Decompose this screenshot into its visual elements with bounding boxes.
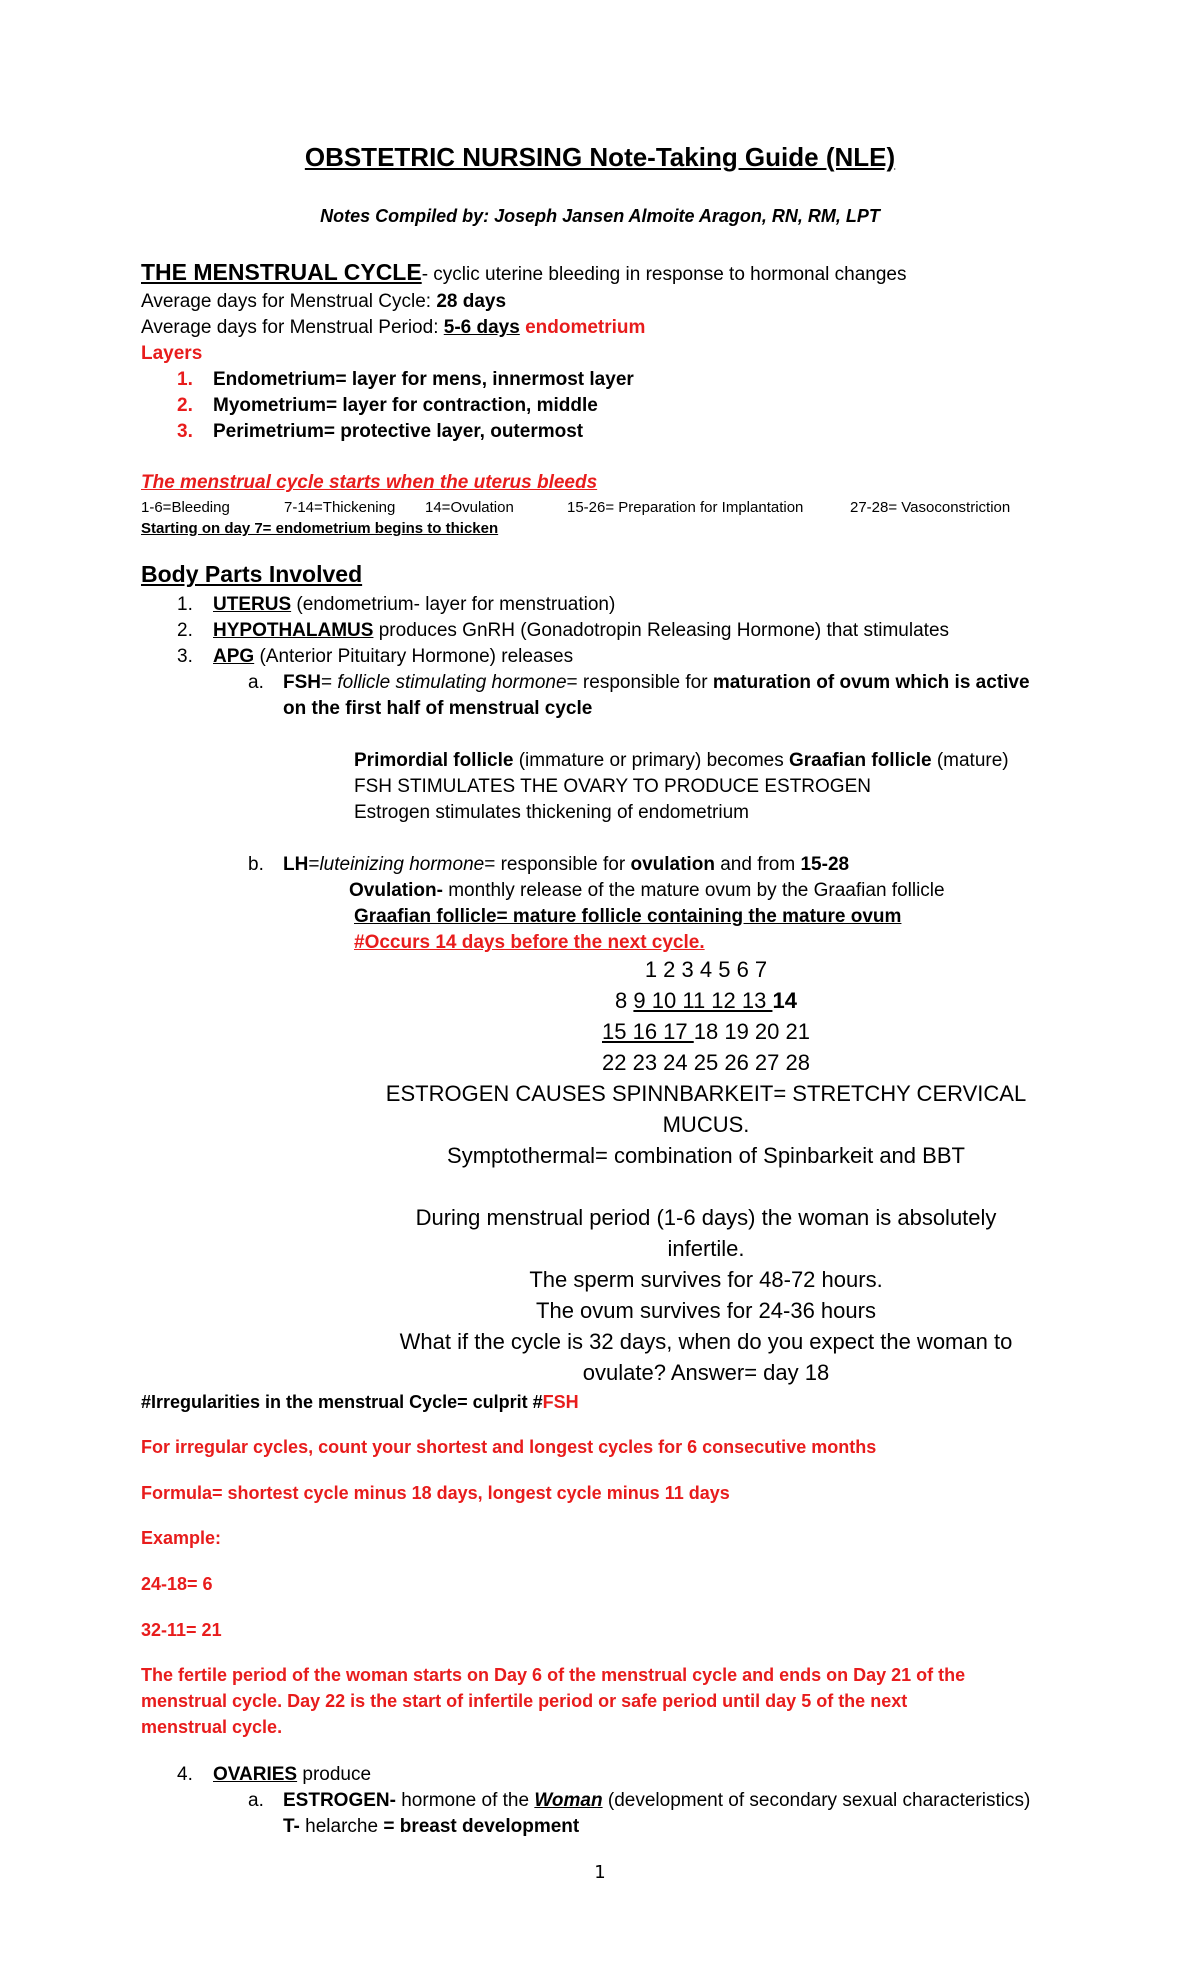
estrogen-woman: Woman bbox=[534, 1790, 603, 1811]
layer-text: Perimetrium= protective layer, outermost bbox=[213, 421, 584, 442]
lh-name: LH bbox=[283, 854, 309, 875]
body-part-item bbox=[177, 620, 949, 642]
ovaries-item bbox=[177, 1764, 371, 1786]
example-1: 24-18= 6 bbox=[141, 1574, 213, 1594]
page-title: OBSTETRIC NURSING Note-Taking Guide (NLE) bbox=[304, 142, 896, 172]
calendar-row-1: 1 2 3 4 5 6 7 bbox=[644, 957, 768, 982]
body-part-item bbox=[177, 646, 573, 668]
fsh-stimulates-line: FSH STIMULATES THE OVARY TO PRODUCE ESTROGEN bbox=[354, 776, 871, 797]
body-part-item bbox=[177, 594, 615, 616]
layer-item bbox=[177, 395, 598, 417]
item-rest: (endometrium- layer for menstruation) bbox=[291, 594, 616, 615]
item-name: UTERUS bbox=[213, 594, 292, 615]
calendar-row2-underlined: 9 10 11 12 13 bbox=[633, 988, 773, 1013]
ovum-survival-line: The ovum survives for 24-36 hours bbox=[536, 1298, 876, 1323]
compiled-by: Notes Compiled by: Joseph Jansen Almoite Aragon, RN, RM, LPT bbox=[320, 206, 880, 226]
ovulation-bold: Ovulation- bbox=[349, 880, 443, 901]
fsh-name: FSH bbox=[283, 672, 321, 693]
avg-cycle-line bbox=[141, 291, 506, 313]
avg-period-extra: endometrium bbox=[519, 317, 646, 338]
fsh-letter: a. bbox=[248, 672, 264, 693]
question-line-1: What if the cycle is 32 days, when do you expect the woman to bbox=[399, 1329, 1013, 1354]
period-infertile-line-1: During menstrual period (1-6 days) the woman is absolutely bbox=[415, 1205, 997, 1230]
item-num: 3. bbox=[177, 646, 193, 667]
layer-text: Endometrium= layer for mens, innermost layer bbox=[213, 369, 634, 390]
cycle-starts-note: The menstrual cycle starts when the uterus bleeds bbox=[141, 472, 598, 493]
fertile-period-line-1: The fertile period of the woman starts on Day 6 of the menstrual cycle and ends on Day 21 of the bbox=[141, 1665, 966, 1685]
body-parts-heading: Body Parts Involved bbox=[141, 561, 363, 587]
graafian-rest: (mature) bbox=[931, 750, 1009, 771]
calendar-row2-bold: 14 bbox=[772, 988, 797, 1013]
thelarche-mid: helarche bbox=[299, 1816, 384, 1837]
calendar-row3-underlined: 15 16 17 bbox=[602, 1019, 694, 1044]
phase-item: 27-28= Vasoconstriction bbox=[850, 499, 1011, 516]
item-rest: produces GnRH (Gonadotropin Releasing Hormone) that stimulates bbox=[373, 620, 950, 641]
sperm-survival-line: The sperm survives for 48-72 hours. bbox=[529, 1267, 883, 1292]
lh-ovulation-rest: and from bbox=[714, 854, 801, 875]
formula-line: Formula= shortest cycle minus 18 days, longest cycle minus 11 days bbox=[141, 1483, 730, 1503]
lh-letter: b. bbox=[248, 854, 264, 875]
fsh-mid: = responsible for bbox=[566, 672, 713, 693]
fsh-line bbox=[248, 672, 1030, 694]
item-rest: (Anterior Pituitary Hormone) releases bbox=[254, 646, 574, 667]
estrogen-thickening-line: Estrogen stimulates thickening of endometrium bbox=[354, 802, 749, 823]
layer-num: 1. bbox=[177, 369, 193, 390]
calendar-row-4: 22 23 24 25 26 27 28 bbox=[602, 1050, 810, 1075]
primordial-line bbox=[354, 750, 1009, 772]
ovaries-name: OVARIES bbox=[213, 1764, 298, 1785]
fsh-bold-line2: on the first half of menstrual cycle bbox=[283, 698, 593, 719]
phase-item: 14=Ovulation bbox=[425, 499, 514, 516]
avg-period-value: 5-6 days bbox=[443, 317, 520, 338]
estrogen-item bbox=[248, 1790, 1030, 1812]
day7-note: Starting on day 7= endometrium begins to thicken bbox=[141, 520, 499, 537]
fertile-period-line-3: menstrual cycle. bbox=[141, 1717, 283, 1737]
lh-italic: luteinizing hormone bbox=[319, 854, 485, 875]
irregular-count-line: For irregular cycles, count your shortest and longest cycles for 6 consecutive months bbox=[141, 1437, 877, 1457]
period-infertile-line-2: infertile. bbox=[667, 1236, 745, 1261]
page-number: 1 bbox=[594, 1862, 606, 1883]
layers-label: Layers bbox=[141, 343, 203, 364]
item-num: 1. bbox=[177, 594, 193, 615]
lh-range: 15-28 bbox=[800, 854, 850, 875]
menstrual-heading-desc: - cyclic uterine bleeding in response to hormonal changes bbox=[421, 264, 907, 285]
spinnbarkeit-line-2: MUCUS. bbox=[662, 1112, 750, 1137]
lh-mid: = responsible for bbox=[484, 854, 631, 875]
item-num: 2. bbox=[177, 620, 193, 641]
avg-period-label: Average days for Menstrual Period: bbox=[141, 317, 444, 338]
irregularities-culprit: FSH bbox=[542, 1392, 579, 1412]
phase-item: 15-26= Preparation for Implantation bbox=[567, 499, 804, 516]
layer-num: 3. bbox=[177, 421, 193, 442]
ovulation-line bbox=[349, 880, 945, 902]
estrogen-pre: hormone of the bbox=[395, 1790, 535, 1811]
graafian-bold: Graafian follicle bbox=[789, 750, 932, 771]
estrogen-post: (development of secondary sexual characteristics) bbox=[602, 1790, 1031, 1811]
phase-item: 1-6=Bleeding bbox=[141, 499, 230, 516]
fertile-period-line-2: menstrual cycle. Day 22 is the start of infertile period or safe period until day 5 of the next bbox=[141, 1691, 908, 1711]
thelarche-t: T- bbox=[283, 1816, 300, 1837]
occurs-note: #Occurs 14 days before the next cycle. bbox=[354, 932, 705, 953]
example-2: 32-11= 21 bbox=[141, 1620, 222, 1640]
thelarche-rest: = breast development bbox=[383, 1816, 580, 1837]
avg-cycle-value: 28 days bbox=[436, 291, 507, 312]
layer-text: Myometrium= layer for contraction, middle bbox=[213, 395, 598, 416]
spinnbarkeit-line-1: ESTROGEN CAUSES SPINNBARKEIT= STRETCHY CERVICAL bbox=[385, 1081, 1027, 1106]
calendar-row2-a: 8 bbox=[615, 988, 634, 1013]
menstrual-heading-line bbox=[141, 259, 906, 286]
irregularities-text: #Irregularities in the menstrual Cycle= culprit # bbox=[141, 1392, 543, 1412]
menstrual-heading: THE MENSTRUAL CYCLE bbox=[141, 259, 422, 285]
item-name: HYPOTHALAMUS bbox=[213, 620, 374, 641]
primordial-bold: Primordial follicle bbox=[354, 750, 514, 771]
lh-eq: = bbox=[308, 854, 320, 875]
primordial-rest: (immature or primary) becomes bbox=[513, 750, 789, 771]
fsh-eq: = bbox=[321, 672, 338, 693]
calendar-row3-rest: 18 19 20 21 bbox=[693, 1019, 810, 1044]
layer-item bbox=[177, 421, 583, 443]
estrogen-name: ESTROGEN- bbox=[283, 1790, 396, 1811]
layer-num: 2. bbox=[177, 395, 193, 416]
phase-item: 7-14=Thickening bbox=[284, 499, 396, 516]
irregularities-line bbox=[141, 1392, 579, 1413]
lh-line bbox=[248, 854, 849, 876]
fsh-italic: follicle stimulating hormone bbox=[337, 672, 567, 693]
fsh-bold-line1: maturation of ovum which is active bbox=[712, 672, 1030, 693]
ovaries-num: 4. bbox=[177, 1764, 193, 1785]
calendar-row-3 bbox=[0, 1019, 1200, 1045]
estrogen-letter: a. bbox=[248, 1790, 264, 1811]
graafian-definition: Graafian follicle= mature follicle containing the mature ovum bbox=[354, 906, 902, 927]
thelarche-line bbox=[283, 1816, 579, 1838]
symptothermal-line: Symptothermal= combination of Spinbarkeit and BBT bbox=[447, 1143, 965, 1168]
avg-cycle-label: Average days for Menstrual Cycle: bbox=[141, 291, 437, 312]
item-name: APG bbox=[213, 646, 255, 667]
layer-item bbox=[177, 369, 634, 391]
example-label: Example: bbox=[141, 1528, 222, 1548]
question-line-2: ovulate? Answer= day 18 bbox=[582, 1360, 830, 1385]
ovaries-rest: produce bbox=[297, 1764, 372, 1785]
calendar-row-2 bbox=[0, 988, 1200, 1014]
avg-period-line bbox=[141, 317, 645, 339]
ovulation-rest: monthly release of the mature ovum by the Graafian follicle bbox=[442, 880, 945, 901]
lh-ovulation-bold: ovulation bbox=[630, 854, 715, 875]
